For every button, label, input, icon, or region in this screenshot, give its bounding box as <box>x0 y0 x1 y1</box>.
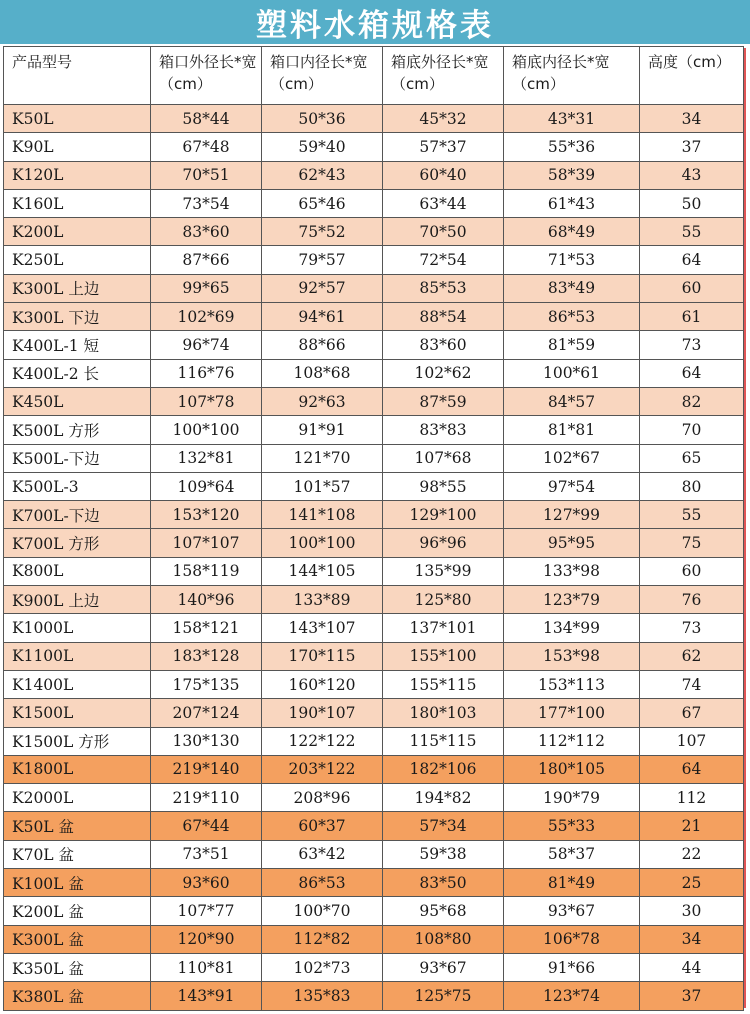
model-cell: K200L <box>4 218 151 246</box>
bottom-inner-cell: 68*49 <box>504 218 640 246</box>
model-cell: K300L 下边 <box>4 303 151 331</box>
bottom-inner-cell: 123*79 <box>504 586 640 614</box>
model-cell: K1500L 方形 <box>4 727 151 755</box>
table-row <box>4 812 744 840</box>
table-row <box>4 218 744 246</box>
table-row <box>4 699 744 727</box>
top-inner-cell: 60*37 <box>262 812 383 840</box>
top-inner-cell: 190*107 <box>262 699 383 727</box>
bottom-outer-cell: 96*96 <box>383 529 504 557</box>
model-cell: K400L-1 短 <box>4 331 151 359</box>
top-inner-cell: 100*70 <box>262 897 383 925</box>
model-cell: K120L <box>4 161 151 189</box>
top-outer-cell: 110*81 <box>151 953 262 981</box>
height-cell: 67 <box>640 699 744 727</box>
model-cell: K2000L <box>4 784 151 812</box>
top-inner-cell: 170*115 <box>262 642 383 670</box>
bottom-outer-cell: 87*59 <box>383 387 504 415</box>
header-bottom-inner: 箱底内径长*宽（cm） <box>504 47 640 105</box>
bottom-outer-cell: 83*83 <box>383 416 504 444</box>
top-outer-cell: 130*130 <box>151 727 262 755</box>
bottom-inner-cell: 134*99 <box>504 614 640 642</box>
header-height: 高度（cm） <box>640 47 744 105</box>
height-cell: 73 <box>640 331 744 359</box>
top-outer-cell: 219*140 <box>151 755 262 783</box>
model-cell: K90L <box>4 133 151 161</box>
height-cell: 21 <box>640 812 744 840</box>
bottom-outer-cell: 95*68 <box>383 897 504 925</box>
table-row <box>4 501 744 529</box>
height-cell: 25 <box>640 869 744 897</box>
top-inner-cell: 133*89 <box>262 586 383 614</box>
top-inner-cell: 94*61 <box>262 303 383 331</box>
bottom-outer-cell: 155*115 <box>383 670 504 698</box>
table-row <box>4 105 744 133</box>
table-row <box>4 586 744 614</box>
bottom-inner-cell: 112*112 <box>504 727 640 755</box>
top-inner-cell: 122*122 <box>262 727 383 755</box>
bottom-outer-cell: 45*32 <box>383 105 504 133</box>
height-cell: 65 <box>640 444 744 472</box>
table-row <box>4 925 744 953</box>
bottom-outer-cell: 93*67 <box>383 953 504 981</box>
bottom-inner-cell: 95*95 <box>504 529 640 557</box>
table-row <box>4 614 744 642</box>
bottom-outer-cell: 107*68 <box>383 444 504 472</box>
header-top-inner: 箱口内径长*宽（cm） <box>262 47 383 105</box>
bottom-outer-cell: 125*75 <box>383 982 504 1010</box>
bottom-outer-cell: 102*62 <box>383 359 504 387</box>
top-inner-cell: 160*120 <box>262 670 383 698</box>
top-outer-cell: 219*110 <box>151 784 262 812</box>
table-row <box>4 444 744 472</box>
bottom-outer-cell: 83*50 <box>383 869 504 897</box>
height-cell: 55 <box>640 501 744 529</box>
top-outer-cell: 100*100 <box>151 416 262 444</box>
height-cell: 61 <box>640 303 744 331</box>
header-bottom-outer: 箱底外径长*宽（cm） <box>383 47 504 105</box>
top-inner-cell: 62*43 <box>262 161 383 189</box>
height-cell: 64 <box>640 246 744 274</box>
height-cell: 34 <box>640 105 744 133</box>
bottom-inner-cell: 58*37 <box>504 840 640 868</box>
top-inner-cell: 92*57 <box>262 274 383 302</box>
height-cell: 43 <box>640 161 744 189</box>
height-cell: 30 <box>640 897 744 925</box>
model-cell: K300L 盆 <box>4 925 151 953</box>
top-outer-cell: 93*60 <box>151 869 262 897</box>
top-outer-cell: 132*81 <box>151 444 262 472</box>
top-outer-cell: 67*48 <box>151 133 262 161</box>
bottom-inner-cell: 81*59 <box>504 331 640 359</box>
bottom-inner-cell: 153*98 <box>504 642 640 670</box>
top-inner-cell: 108*68 <box>262 359 383 387</box>
height-cell: 76 <box>640 586 744 614</box>
bottom-outer-cell: 70*50 <box>383 218 504 246</box>
table-row <box>4 840 744 868</box>
bottom-inner-cell: 61*43 <box>504 189 640 217</box>
table-row <box>4 303 744 331</box>
model-cell: K350L 盆 <box>4 953 151 981</box>
bottom-inner-cell: 100*61 <box>504 359 640 387</box>
bottom-inner-cell: 123*74 <box>504 982 640 1010</box>
table-row <box>4 869 744 897</box>
top-inner-cell: 59*40 <box>262 133 383 161</box>
model-cell: K500L-下边 <box>4 444 151 472</box>
bottom-outer-cell: 63*44 <box>383 189 504 217</box>
table-row <box>4 274 744 302</box>
bottom-inner-cell: 180*105 <box>504 755 640 783</box>
top-outer-cell: 153*120 <box>151 501 262 529</box>
height-cell: 37 <box>640 133 744 161</box>
bottom-outer-cell: 98*55 <box>383 472 504 500</box>
bottom-inner-cell: 93*67 <box>504 897 640 925</box>
model-cell: K900L 上边 <box>4 586 151 614</box>
top-inner-cell: 91*91 <box>262 416 383 444</box>
bottom-inner-cell: 43*31 <box>504 105 640 133</box>
height-cell: 112 <box>640 784 744 812</box>
bottom-inner-cell: 106*78 <box>504 925 640 953</box>
top-outer-cell: 70*51 <box>151 161 262 189</box>
table-row <box>4 359 744 387</box>
height-cell: 22 <box>640 840 744 868</box>
table-row <box>4 897 744 925</box>
top-inner-cell: 203*122 <box>262 755 383 783</box>
top-inner-cell: 88*66 <box>262 331 383 359</box>
model-cell: K500L 方形 <box>4 416 151 444</box>
bottom-inner-cell: 58*39 <box>504 161 640 189</box>
model-cell: K70L 盆 <box>4 840 151 868</box>
height-cell: 75 <box>640 529 744 557</box>
bottom-outer-cell: 194*82 <box>383 784 504 812</box>
bottom-inner-cell: 133*98 <box>504 557 640 585</box>
model-cell: K500L-3 <box>4 472 151 500</box>
table-row <box>4 161 744 189</box>
top-outer-cell: 102*69 <box>151 303 262 331</box>
table-header-row <box>4 47 744 105</box>
table-row <box>4 982 744 1010</box>
header-top-outer: 箱口外径长*宽（cm） <box>151 47 262 105</box>
top-inner-cell: 102*73 <box>262 953 383 981</box>
bottom-inner-cell: 55*33 <box>504 812 640 840</box>
title-bar <box>0 0 750 44</box>
bottom-inner-cell: 153*113 <box>504 670 640 698</box>
top-outer-cell: 158*119 <box>151 557 262 585</box>
top-outer-cell: 73*51 <box>151 840 262 868</box>
bottom-outer-cell: 60*40 <box>383 161 504 189</box>
top-inner-cell: 135*83 <box>262 982 383 1010</box>
bottom-outer-cell: 135*99 <box>383 557 504 585</box>
right-edge-rule <box>744 48 746 1008</box>
model-cell: K1000L <box>4 614 151 642</box>
top-inner-cell: 50*36 <box>262 105 383 133</box>
top-outer-cell: 107*77 <box>151 897 262 925</box>
top-outer-cell: 158*121 <box>151 614 262 642</box>
top-outer-cell: 67*44 <box>151 812 262 840</box>
model-cell: K300L 上边 <box>4 274 151 302</box>
top-inner-cell: 112*82 <box>262 925 383 953</box>
bottom-outer-cell: 57*34 <box>383 812 504 840</box>
bottom-inner-cell: 83*49 <box>504 274 640 302</box>
model-cell: K1400L <box>4 670 151 698</box>
table-row <box>4 529 744 557</box>
height-cell: 62 <box>640 642 744 670</box>
top-inner-cell: 63*42 <box>262 840 383 868</box>
table-row <box>4 133 744 161</box>
top-inner-cell: 121*70 <box>262 444 383 472</box>
top-outer-cell: 73*54 <box>151 189 262 217</box>
height-cell: 64 <box>640 755 744 783</box>
height-cell: 60 <box>640 557 744 585</box>
table-row <box>4 189 744 217</box>
model-cell: K400L-2 长 <box>4 359 151 387</box>
table-row <box>4 246 744 274</box>
top-outer-cell: 58*44 <box>151 105 262 133</box>
height-cell: 50 <box>640 189 744 217</box>
bottom-inner-cell: 86*53 <box>504 303 640 331</box>
model-cell: K380L 盆 <box>4 982 151 1010</box>
bottom-outer-cell: 180*103 <box>383 699 504 727</box>
model-cell: K200L 盆 <box>4 897 151 925</box>
top-inner-cell: 144*105 <box>262 557 383 585</box>
table-row <box>4 670 744 698</box>
top-inner-cell: 100*100 <box>262 529 383 557</box>
header-model: 产品型号 <box>4 47 151 105</box>
bottom-inner-cell: 190*79 <box>504 784 640 812</box>
top-inner-cell: 141*108 <box>262 501 383 529</box>
table-row <box>4 472 744 500</box>
table-row <box>4 727 744 755</box>
height-cell: 37 <box>640 982 744 1010</box>
table-row <box>4 953 744 981</box>
top-outer-cell: 96*74 <box>151 331 262 359</box>
table-row <box>4 557 744 585</box>
model-cell: K50L <box>4 105 151 133</box>
top-outer-cell: 87*66 <box>151 246 262 274</box>
top-inner-cell: 75*52 <box>262 218 383 246</box>
table-row <box>4 755 744 783</box>
bottom-outer-cell: 125*80 <box>383 586 504 614</box>
bottom-outer-cell: 155*100 <box>383 642 504 670</box>
bottom-outer-cell: 129*100 <box>383 501 504 529</box>
height-cell: 55 <box>640 218 744 246</box>
bottom-outer-cell: 115*115 <box>383 727 504 755</box>
bottom-outer-cell: 57*37 <box>383 133 504 161</box>
bottom-inner-cell: 127*99 <box>504 501 640 529</box>
table-row <box>4 387 744 415</box>
height-cell: 73 <box>640 614 744 642</box>
model-cell: K100L 盆 <box>4 869 151 897</box>
table-row <box>4 784 744 812</box>
bottom-outer-cell: 72*54 <box>383 246 504 274</box>
bottom-inner-cell: 71*53 <box>504 246 640 274</box>
model-cell: K1500L <box>4 699 151 727</box>
bottom-inner-cell: 102*67 <box>504 444 640 472</box>
table-row <box>4 416 744 444</box>
height-cell: 70 <box>640 416 744 444</box>
height-cell: 60 <box>640 274 744 302</box>
top-inner-cell: 86*53 <box>262 869 383 897</box>
bottom-inner-cell: 97*54 <box>504 472 640 500</box>
height-cell: 80 <box>640 472 744 500</box>
table-body <box>4 105 744 1011</box>
model-cell: K800L <box>4 557 151 585</box>
bottom-outer-cell: 59*38 <box>383 840 504 868</box>
top-outer-cell: 107*107 <box>151 529 262 557</box>
top-outer-cell: 140*96 <box>151 586 262 614</box>
top-outer-cell: 109*64 <box>151 472 262 500</box>
bottom-inner-cell: 55*36 <box>504 133 640 161</box>
model-cell: K160L <box>4 189 151 217</box>
top-outer-cell: 116*76 <box>151 359 262 387</box>
top-outer-cell: 83*60 <box>151 218 262 246</box>
top-outer-cell: 99*65 <box>151 274 262 302</box>
top-inner-cell: 208*96 <box>262 784 383 812</box>
model-cell: K250L <box>4 246 151 274</box>
table-row <box>4 642 744 670</box>
bottom-outer-cell: 83*60 <box>383 331 504 359</box>
bottom-inner-cell: 91*66 <box>504 953 640 981</box>
height-cell: 82 <box>640 387 744 415</box>
bottom-outer-cell: 85*53 <box>383 274 504 302</box>
bottom-outer-cell: 88*54 <box>383 303 504 331</box>
top-outer-cell: 207*124 <box>151 699 262 727</box>
model-cell: K700L 方形 <box>4 529 151 557</box>
top-outer-cell: 107*78 <box>151 387 262 415</box>
model-cell: K1100L <box>4 642 151 670</box>
bottom-inner-cell: 81*81 <box>504 416 640 444</box>
top-inner-cell: 101*57 <box>262 472 383 500</box>
spec-table <box>3 46 744 1011</box>
top-outer-cell: 143*91 <box>151 982 262 1010</box>
model-cell: K50L 盆 <box>4 812 151 840</box>
height-cell: 44 <box>640 953 744 981</box>
top-outer-cell: 120*90 <box>151 925 262 953</box>
height-cell: 74 <box>640 670 744 698</box>
model-cell: K450L <box>4 387 151 415</box>
bottom-outer-cell: 108*80 <box>383 925 504 953</box>
bottom-inner-cell: 84*57 <box>504 387 640 415</box>
page-title: 塑料水箱规格表 <box>256 7 494 44</box>
bottom-outer-cell: 137*101 <box>383 614 504 642</box>
height-cell: 64 <box>640 359 744 387</box>
model-cell: K700L-下边 <box>4 501 151 529</box>
top-inner-cell: 143*107 <box>262 614 383 642</box>
model-cell: K1800L <box>4 755 151 783</box>
bottom-inner-cell: 81*49 <box>504 869 640 897</box>
table-row <box>4 331 744 359</box>
bottom-inner-cell: 177*100 <box>504 699 640 727</box>
height-cell: 107 <box>640 727 744 755</box>
top-outer-cell: 175*135 <box>151 670 262 698</box>
top-inner-cell: 79*57 <box>262 246 383 274</box>
top-inner-cell: 65*46 <box>262 189 383 217</box>
height-cell: 34 <box>640 925 744 953</box>
bottom-outer-cell: 182*106 <box>383 755 504 783</box>
top-inner-cell: 92*63 <box>262 387 383 415</box>
top-outer-cell: 183*128 <box>151 642 262 670</box>
